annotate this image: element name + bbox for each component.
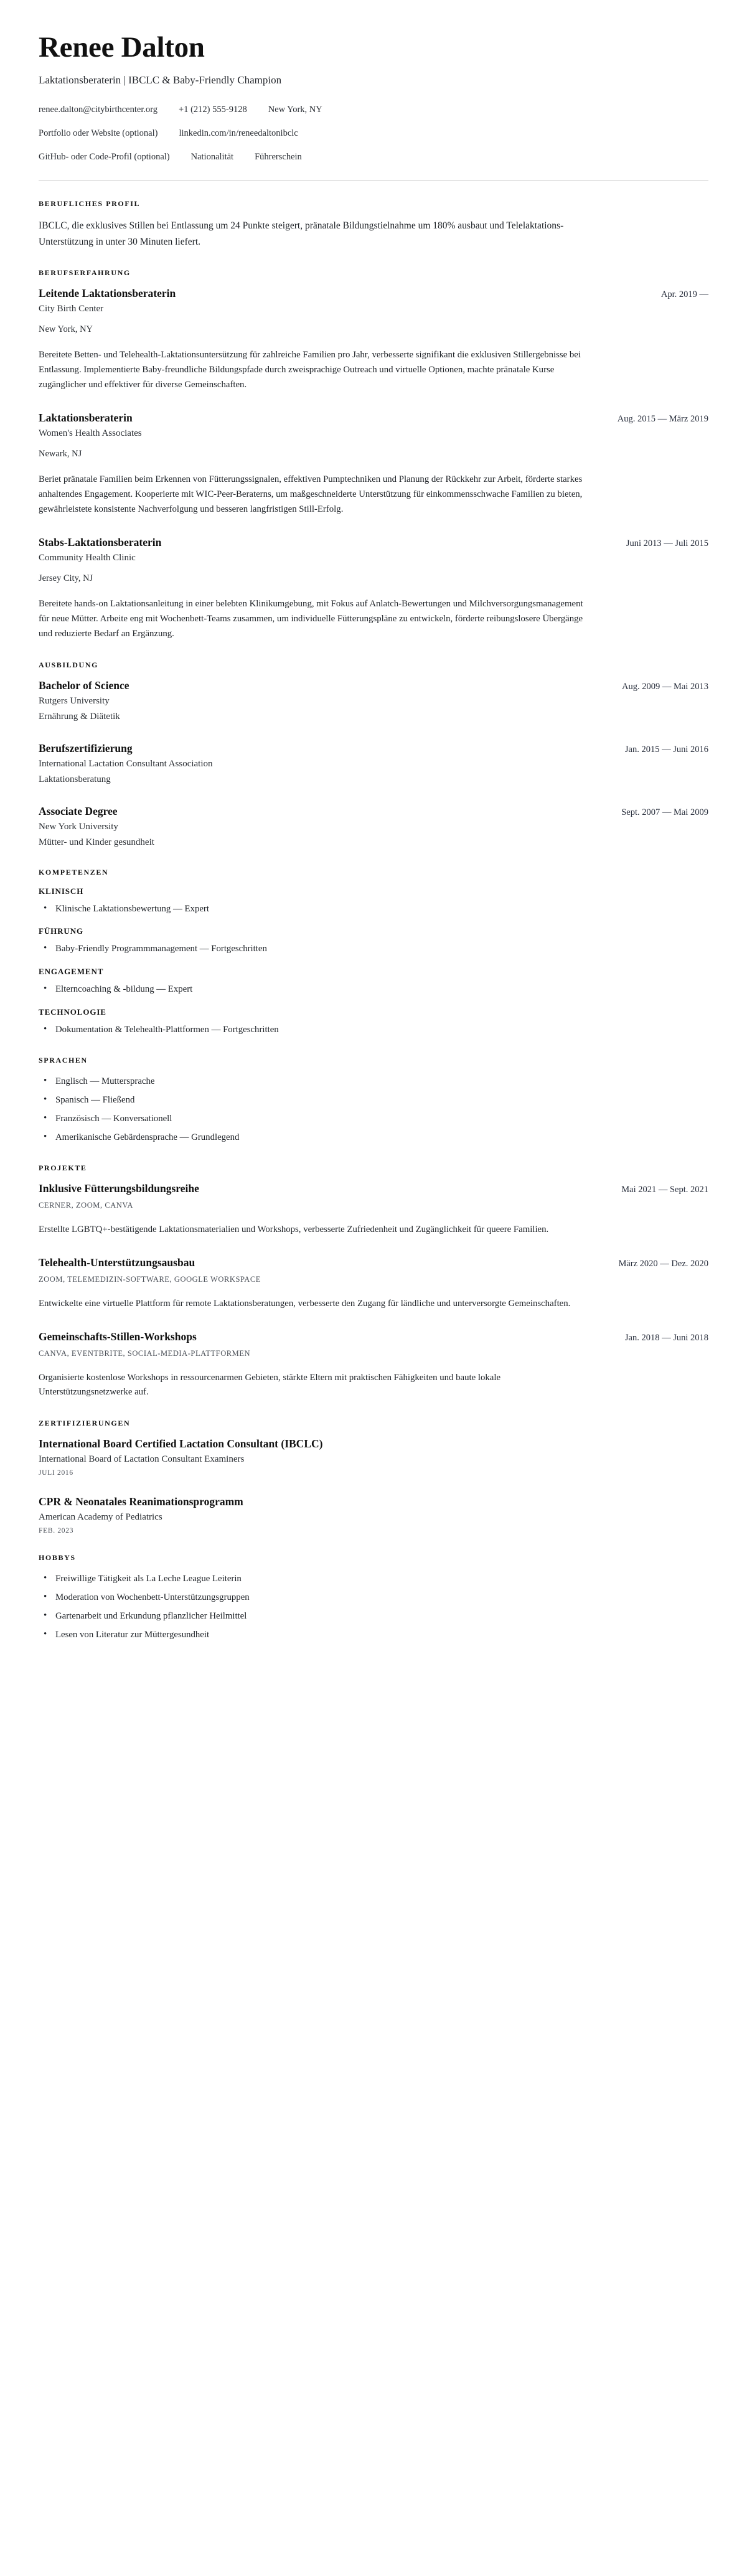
- hobby-item: • Gartenarbeit und Erkundung pflanzlicher Heilmittel: [39, 1609, 708, 1624]
- skill-group: [39, 886, 708, 916]
- education-degree: Bachelor of Science: [39, 679, 129, 692]
- experience-description: Beriet pränatale Familien beim Erkennen von Fütterungssignalen, effektiven Pumptechniken und Planung der Rückkehr zur Arbeit, förderte starkes anhaltendes Engagement. Kooperierte mit WIC-Peer-Beraterns, um maßgeschneiderte Unterstützung für einkommensschwache Familien zu bieten, gewährleistete konsistente Nachverfolgung und besseren langfristigen Still-Erfolg.: [39, 474, 583, 514]
- contact-location: New York, NY: [268, 105, 322, 115]
- education-field: Ernährung & Diätetik: [39, 711, 120, 722]
- project-entry: [39, 1330, 708, 1401]
- experience-location: Jersey City, NJ: [39, 573, 93, 583]
- education-degree: Associate Degree: [39, 804, 118, 817]
- skill-category: TECHNOLOGIE: [39, 1007, 106, 1017]
- section-title-certifications: ZERTIFIZIERUNGEN: [39, 1419, 131, 1428]
- contact-linkedin[interactable]: linkedin.com/in/reneedaltonibclc: [179, 128, 298, 139]
- education-school: New York University: [39, 821, 118, 832]
- experience-role: Leitende Laktationsberaterin: [39, 286, 176, 299]
- contact-row-1: [39, 103, 708, 116]
- hobby-item: • Freiwillige Tätigkeit als La Leche League Leiterin: [39, 1572, 708, 1586]
- section-languages: [39, 1056, 708, 1145]
- experience-company: City Birth Center: [39, 303, 104, 314]
- skill-item: • Baby-Friendly Programmmanagement — Fortgeschritten: [39, 942, 708, 956]
- contact-row-3: [39, 151, 708, 164]
- language-item: • Englisch — Muttersprache: [39, 1074, 708, 1089]
- section-hobbies: [39, 1553, 708, 1642]
- certification-date: FEB. 2023: [39, 1527, 74, 1535]
- education-entry-head: [39, 805, 708, 819]
- project-date: Jan. 2018 — Juni 2018: [624, 1332, 708, 1343]
- experience-entry: [39, 536, 708, 642]
- experience-location: Newark, NJ: [39, 448, 82, 459]
- skill-item-list: [39, 902, 708, 916]
- contact-nationality: Nationalität: [190, 152, 234, 162]
- section-profile: [39, 199, 708, 249]
- hobby-item: • Moderation von Wochenbett-Unterstützungsgruppen: [39, 1591, 708, 1605]
- candidate-name: Renee Dalton: [39, 31, 205, 63]
- project-entry: [39, 1182, 708, 1238]
- skill-category: ENGAGEMENT: [39, 967, 104, 977]
- experience-company: Community Health Clinic: [39, 552, 136, 563]
- contact-phone[interactable]: +1 (212) 555-9128: [179, 105, 247, 115]
- section-education: [39, 660, 708, 849]
- section-title-projects: PROJEKTE: [39, 1163, 87, 1172]
- contact-portfolio[interactable]: Portfolio oder Website (optional): [39, 128, 158, 139]
- experience-role: Stabs-Laktationsberaterin: [39, 535, 162, 548]
- section-projects: [39, 1163, 708, 1401]
- project-stack: CERNER, ZOOM, CANVA: [39, 1200, 133, 1210]
- skill-group: [39, 967, 708, 997]
- section-title-languages: SPRACHEN: [39, 1056, 88, 1065]
- section-title-hobbies: HOBBYS: [39, 1553, 76, 1563]
- education-degree: Berufszertifizierung: [39, 741, 133, 754]
- experience-entry-head: [39, 411, 708, 425]
- project-description: Erstellte LGBTQ+-bestätigende Laktationsmaterialien und Workshops, verbesserte Zufriedenheit und Zugänglichkeit für queere Familien.: [39, 1224, 549, 1234]
- project-entry-head: [39, 1330, 708, 1344]
- education-date: Jan. 2015 — Juni 2016: [624, 744, 708, 754]
- section-title-education: AUSBILDUNG: [39, 660, 99, 669]
- education-entry: [39, 679, 708, 723]
- experience-date: Apr. 2019 —: [660, 289, 708, 299]
- language-item: • Amerikanische Gebärdensprache — Grundlegend: [39, 1131, 708, 1145]
- profile-summary-text: IBCLC, die exklusives Stillen bei Entlassung um 24 Punkte steigert, pränatale Bildungstielnahme um 180% ausbaut und Telelaktations-Unterstützung in unter 30 Minuten liefert.: [39, 220, 564, 247]
- project-name: Inklusive Fütterungsbildungsreihe: [39, 1182, 199, 1195]
- project-date: März 2020 — Dez. 2020: [618, 1258, 708, 1269]
- education-school: International Lactation Consultant Association: [39, 758, 213, 769]
- project-description: Organisierte kostenlose Workshops in ressourcenarmen Gebieten, stärkte Eltern mit praktischen Fähigkeiten und baute lokale Unterstützungsnetzwerke auf.: [39, 1372, 501, 1398]
- education-entry: [39, 742, 708, 786]
- project-entry: [39, 1256, 708, 1312]
- certification-date: JULI 2016: [39, 1469, 73, 1477]
- skill-item: • Klinische Laktationsbewertung — Expert: [39, 902, 708, 916]
- skill-group: [39, 1007, 708, 1037]
- certification-name: International Board Certified Lactation Consultant (IBCLC): [39, 1437, 323, 1450]
- project-description: Entwickelte eine virtuelle Plattform für remote Laktationsberatungen, verbesserte den Zugang für ländliche und unterversorgte Gemeinschaften.: [39, 1298, 571, 1309]
- project-date: Mai 2021 — Sept. 2021: [621, 1184, 708, 1195]
- skill-item: • Dokumentation & Telehealth-Plattformen — Fortgeschritten: [39, 1023, 708, 1037]
- project-stack: CANVA, EVENTBRITE, SOCIAL-MEDIA-PLATTFORMEN: [39, 1348, 251, 1358]
- skill-item-list: [39, 982, 708, 997]
- section-title-profile: BERUFLICHES PROFIL: [39, 199, 141, 209]
- experience-location: New York, NY: [39, 324, 93, 334]
- education-date: Sept. 2007 — Mai 2009: [621, 807, 708, 817]
- certification-entry: [39, 1437, 708, 1477]
- project-entry-head: [39, 1182, 708, 1196]
- education-field: Laktationsberatung: [39, 774, 111, 784]
- certification-entry: [39, 1495, 708, 1535]
- experience-entry: [39, 411, 708, 517]
- hobby-item: • Lesen von Literatur zur Müttergesundheit: [39, 1628, 708, 1642]
- language-list: [39, 1074, 708, 1145]
- skill-item-list: [39, 1023, 708, 1037]
- skill-item: • Elterncoaching & -bildung — Expert: [39, 982, 708, 997]
- education-school: Rutgers University: [39, 695, 110, 706]
- language-item: • Französisch — Konversationell: [39, 1112, 708, 1126]
- certification-issuer: International Board of Lactation Consultant Examiners: [39, 1454, 245, 1465]
- experience-company: Women's Health Associates: [39, 428, 142, 438]
- education-entry: [39, 805, 708, 849]
- section-title-skills: KOMPETENZEN: [39, 867, 109, 877]
- project-name: Gemeinschafts-Stillen-Workshops: [39, 1330, 197, 1343]
- project-name: Telehealth-Unterstützungsausbau: [39, 1256, 195, 1269]
- education-entry-head: [39, 742, 708, 756]
- experience-date: Juni 2013 — Juli 2015: [626, 538, 708, 548]
- experience-role: Laktationsberaterin: [39, 411, 133, 424]
- experience-date: Aug. 2015 — März 2019: [617, 413, 708, 424]
- experience-description: Bereitete hands-on Laktationsanleitung in einer belebten Klinikumgebung, mit Fokus auf Anlatch-Bewertungen und Milchversorgungsmanagement für neue Mütter. Arbeite eng mit Wochenbett-Teams zusammen, um individuelle Fütterungspläne zu entwickeln, förderte reibungslosere Übergänge und reduzierte Bedarf an Ergänzung.: [39, 599, 583, 639]
- section-certifications: [39, 1419, 708, 1535]
- skill-category: KLINISCH: [39, 886, 84, 896]
- education-date: Aug. 2009 — Mai 2013: [622, 681, 708, 692]
- section-title-experience: BERUFSERFAHRUNG: [39, 268, 131, 277]
- experience-entry-head: [39, 536, 708, 550]
- language-item: • Spanisch — Fließend: [39, 1093, 708, 1107]
- experience-entry: [39, 287, 708, 393]
- project-entry-head: [39, 1256, 708, 1270]
- experience-entry-head: [39, 287, 708, 301]
- contact-row-2: [39, 127, 708, 140]
- candidate-headline: Laktationsberaterin | IBCLC & Baby-Friendly Champion: [39, 74, 282, 87]
- skill-item-list: [39, 942, 708, 956]
- education-field: Mütter- und Kinder gesundheit: [39, 837, 154, 847]
- skill-category: FÜHRUNG: [39, 926, 84, 936]
- contact-email[interactable]: renee.dalton@citybirthcenter.org: [39, 105, 158, 115]
- project-stack: ZOOM, TELEMEDIZIN-SOFTWARE, GOOGLE WORKSPACE: [39, 1274, 261, 1284]
- hobby-list: [39, 1572, 708, 1642]
- contact-drivers-license: Führerschein: [255, 152, 302, 162]
- certification-issuer: American Academy of Pediatrics: [39, 1512, 162, 1523]
- section-skills: [39, 868, 708, 1038]
- contact-github[interactable]: GitHub- oder Code-Profil (optional): [39, 152, 170, 162]
- section-experience: [39, 268, 708, 642]
- skill-group: [39, 926, 708, 956]
- education-entry-head: [39, 679, 708, 693]
- certification-name: CPR & Neonatales Reanimationsprogramm: [39, 1495, 243, 1508]
- experience-description: Bereitete Betten- und Telehealth-Laktationsuntersützung für zahlreiche Familien pro Jahr, verbesserte signifikant die exklusiven Stillergebnisse bei Entlassung. Implementierte Baby-freundliche Bildungspfade durch zweisprachige Outreach und virtuelle Optionen, machte pränatale Kurse zugänglicher und effektiver für diverse Gemeinschaften.: [39, 349, 581, 390]
- resume-header: [39, 32, 708, 164]
- header-divider: [39, 180, 708, 181]
